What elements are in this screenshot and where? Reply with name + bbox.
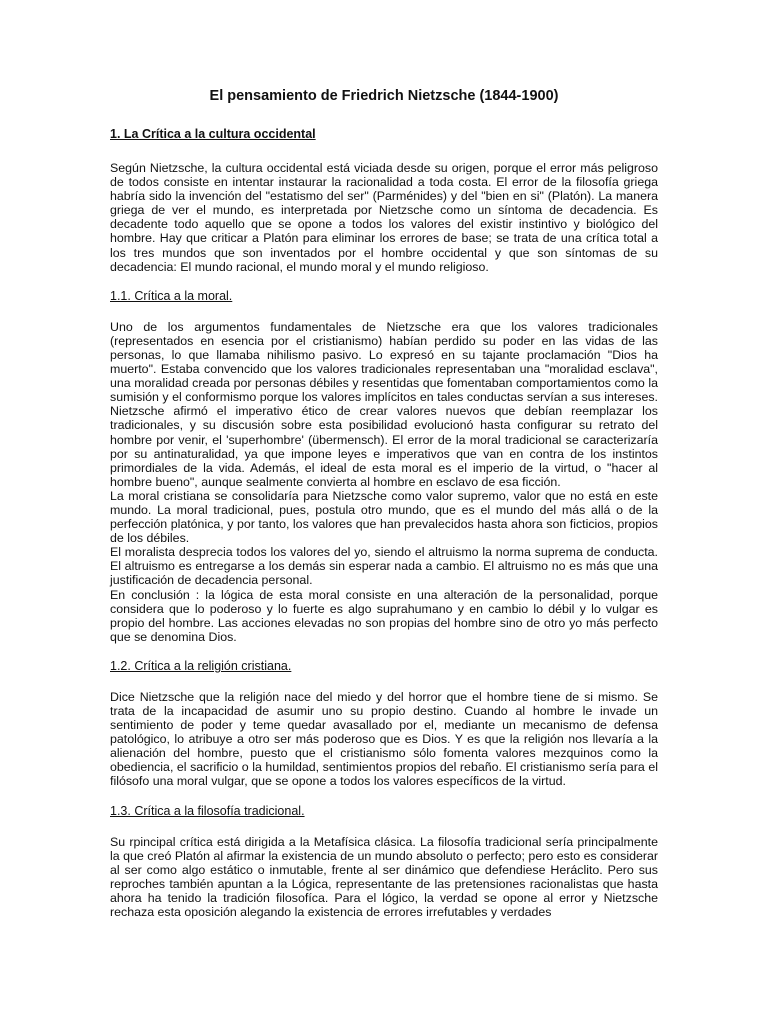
paragraph-critica-religion: Dice Nietzsche que la religión nace del miedo y del horror que el hombre tiene de si mismo. Se trata de la incapacidad de asumir uno su propio destino. Cuando al hombre le invade un sentimiento de poder y teme quedar avasallado por el, mediante un mecanismo de defensa patológico, lo atribuye a otro ser más poderoso que es Dios. Y es que la religión nos llevaría a la alienación del hombre, puesto que el cristianismo sólo fomenta valores mezquinos como la obediencia, el sacrificio o la humildad, sentimientos propios del rebaño. El cristianismo sería para el filósofo una moral vulgar, que se opone a todos los valores específicos de la virtud. xyxy=(110,689,658,789)
paragraph-critica-filosofia: Su rpincipal crítica está dirigida a la Metafísica clásica. La filosofía tradicional sería principalmente la que creó Platón al afirmar la existencia de un mundo absoluto o perfecto; pero esto es considerar al ser como algo estático o inmutable, frente al ser dinámico que defendiese Heráclito. Pero sus reproches también apuntan a la Lógica, representante de las pretensiones racionalistas que hasta ahora ha tenido la tradición filosofíca. Para el lógico, la verdad se opone al error y Nietzsche rechaza esta oposición alegando la existencia de errores irrefutables y verdades xyxy=(110,834,658,920)
section-heading-critica-filosofia: 1.3. Crítica a la filosofía tradicional. xyxy=(110,803,305,818)
paragraph-line: Uno de los argumentos fundamentales de Nietzsche era que los valores tradicionales (representados en esencia por el cristianismo) habían perdido su poder en las vidas de las personas, lo que llamaba nihilismo pasivo. Lo expresó en su tajante proclamación "Dios ha muerto". Estaba convencido que los valores tradicionales representaban una "moralidad esclava", una moralidad creada por personas débiles y resentidas que fomentaban comportamientos como la sumisión y el conformismo porque los valores implícitos en tales conductas servían a sus intereses. Nietzsche afirmó el imperativo ético de crear valores nuevos que debían reemplazar los tradicionales, y su discusión sobre esta posibilidad evolucionó hasta configurar su retrato del hombre por venir, el 'superhombre' (übermensch). El error de la moral tradicional se caracterizaría por su antinaturalidad, ya que impone leyes e imperativos que van en contra de los instintos primordiales de la vida. Además, el ideal de esta moral es el imperio de la virtud, o "hacer al hombre bueno", aunque sealmente convierta al hombre en esclavo de esa ficción. xyxy=(110,319,658,489)
section-heading-critica-cultura: 1. La Crítica a la cultura occidental xyxy=(110,127,316,141)
paragraph-critica-cultura: Según Nietzsche, la cultura occidental está viciada desde su origen, porque el error más peligroso de todos consiste en intentar instaurar la racionalidad a toda costa. El error de la filosofía griega habría sido la invención del "estatismo del ser" (Parménides) y del "bien en si" (Platón). La manera griega de ver el mundo, es interpretada por Nietzsche como un síntoma de decadencia. Es decadente todo aquello que se opone a todos los valores del existir instintivo y biológico del hombre. Hay que criticar a Platón para eliminar los errores de base; se trata de una crítica total a los tres mundos que son inventados por el hombre occidental y que son síntomas de su decadencia: El mundo racional, el mundo moral y el mundo religioso. xyxy=(110,161,658,274)
document-title: El pensamiento de Friedrich Nietzsche (1844-1900) xyxy=(209,88,559,104)
paragraph-line: En conclusión : la lógica de esta moral consiste en una alteración de la personalidad, porque considera que lo poderoso y lo fuerte es algo suprahumano y en cambio lo débil y lo vulgar es propio del hombre. Las acciones elevadas no son propias del hombre sino de otro yo más perfecto que se denomina Dios. xyxy=(110,587,658,644)
paragraph-critica-moral xyxy=(110,320,658,644)
section-heading-critica-religion: 1.2. Crítica a la religión cristiana. xyxy=(110,658,292,673)
paragraph-line: El moralista desprecia todos los valores del yo, siendo el altruismo la norma suprema de conducta. El altruismo es entregarse a los demás sin esperar nada a cambio. El altruismo no es más que una justificación de decadencia personal. xyxy=(110,545,658,588)
section-heading-critica-moral: 1.1. Crítica a la moral. xyxy=(110,288,233,303)
document-content xyxy=(110,86,658,934)
paragraph-line: La moral cristiana se consolidaría para Nietzsche como valor supremo, valor que no está en este mundo. La moral tradicional, pues, postula otro mundo, que es el mundo del más allá o de la perfección platónica, y por tanto, los valores que han prevalecidos hasta ahora son ficticios, propios de los débiles. xyxy=(110,488,658,546)
